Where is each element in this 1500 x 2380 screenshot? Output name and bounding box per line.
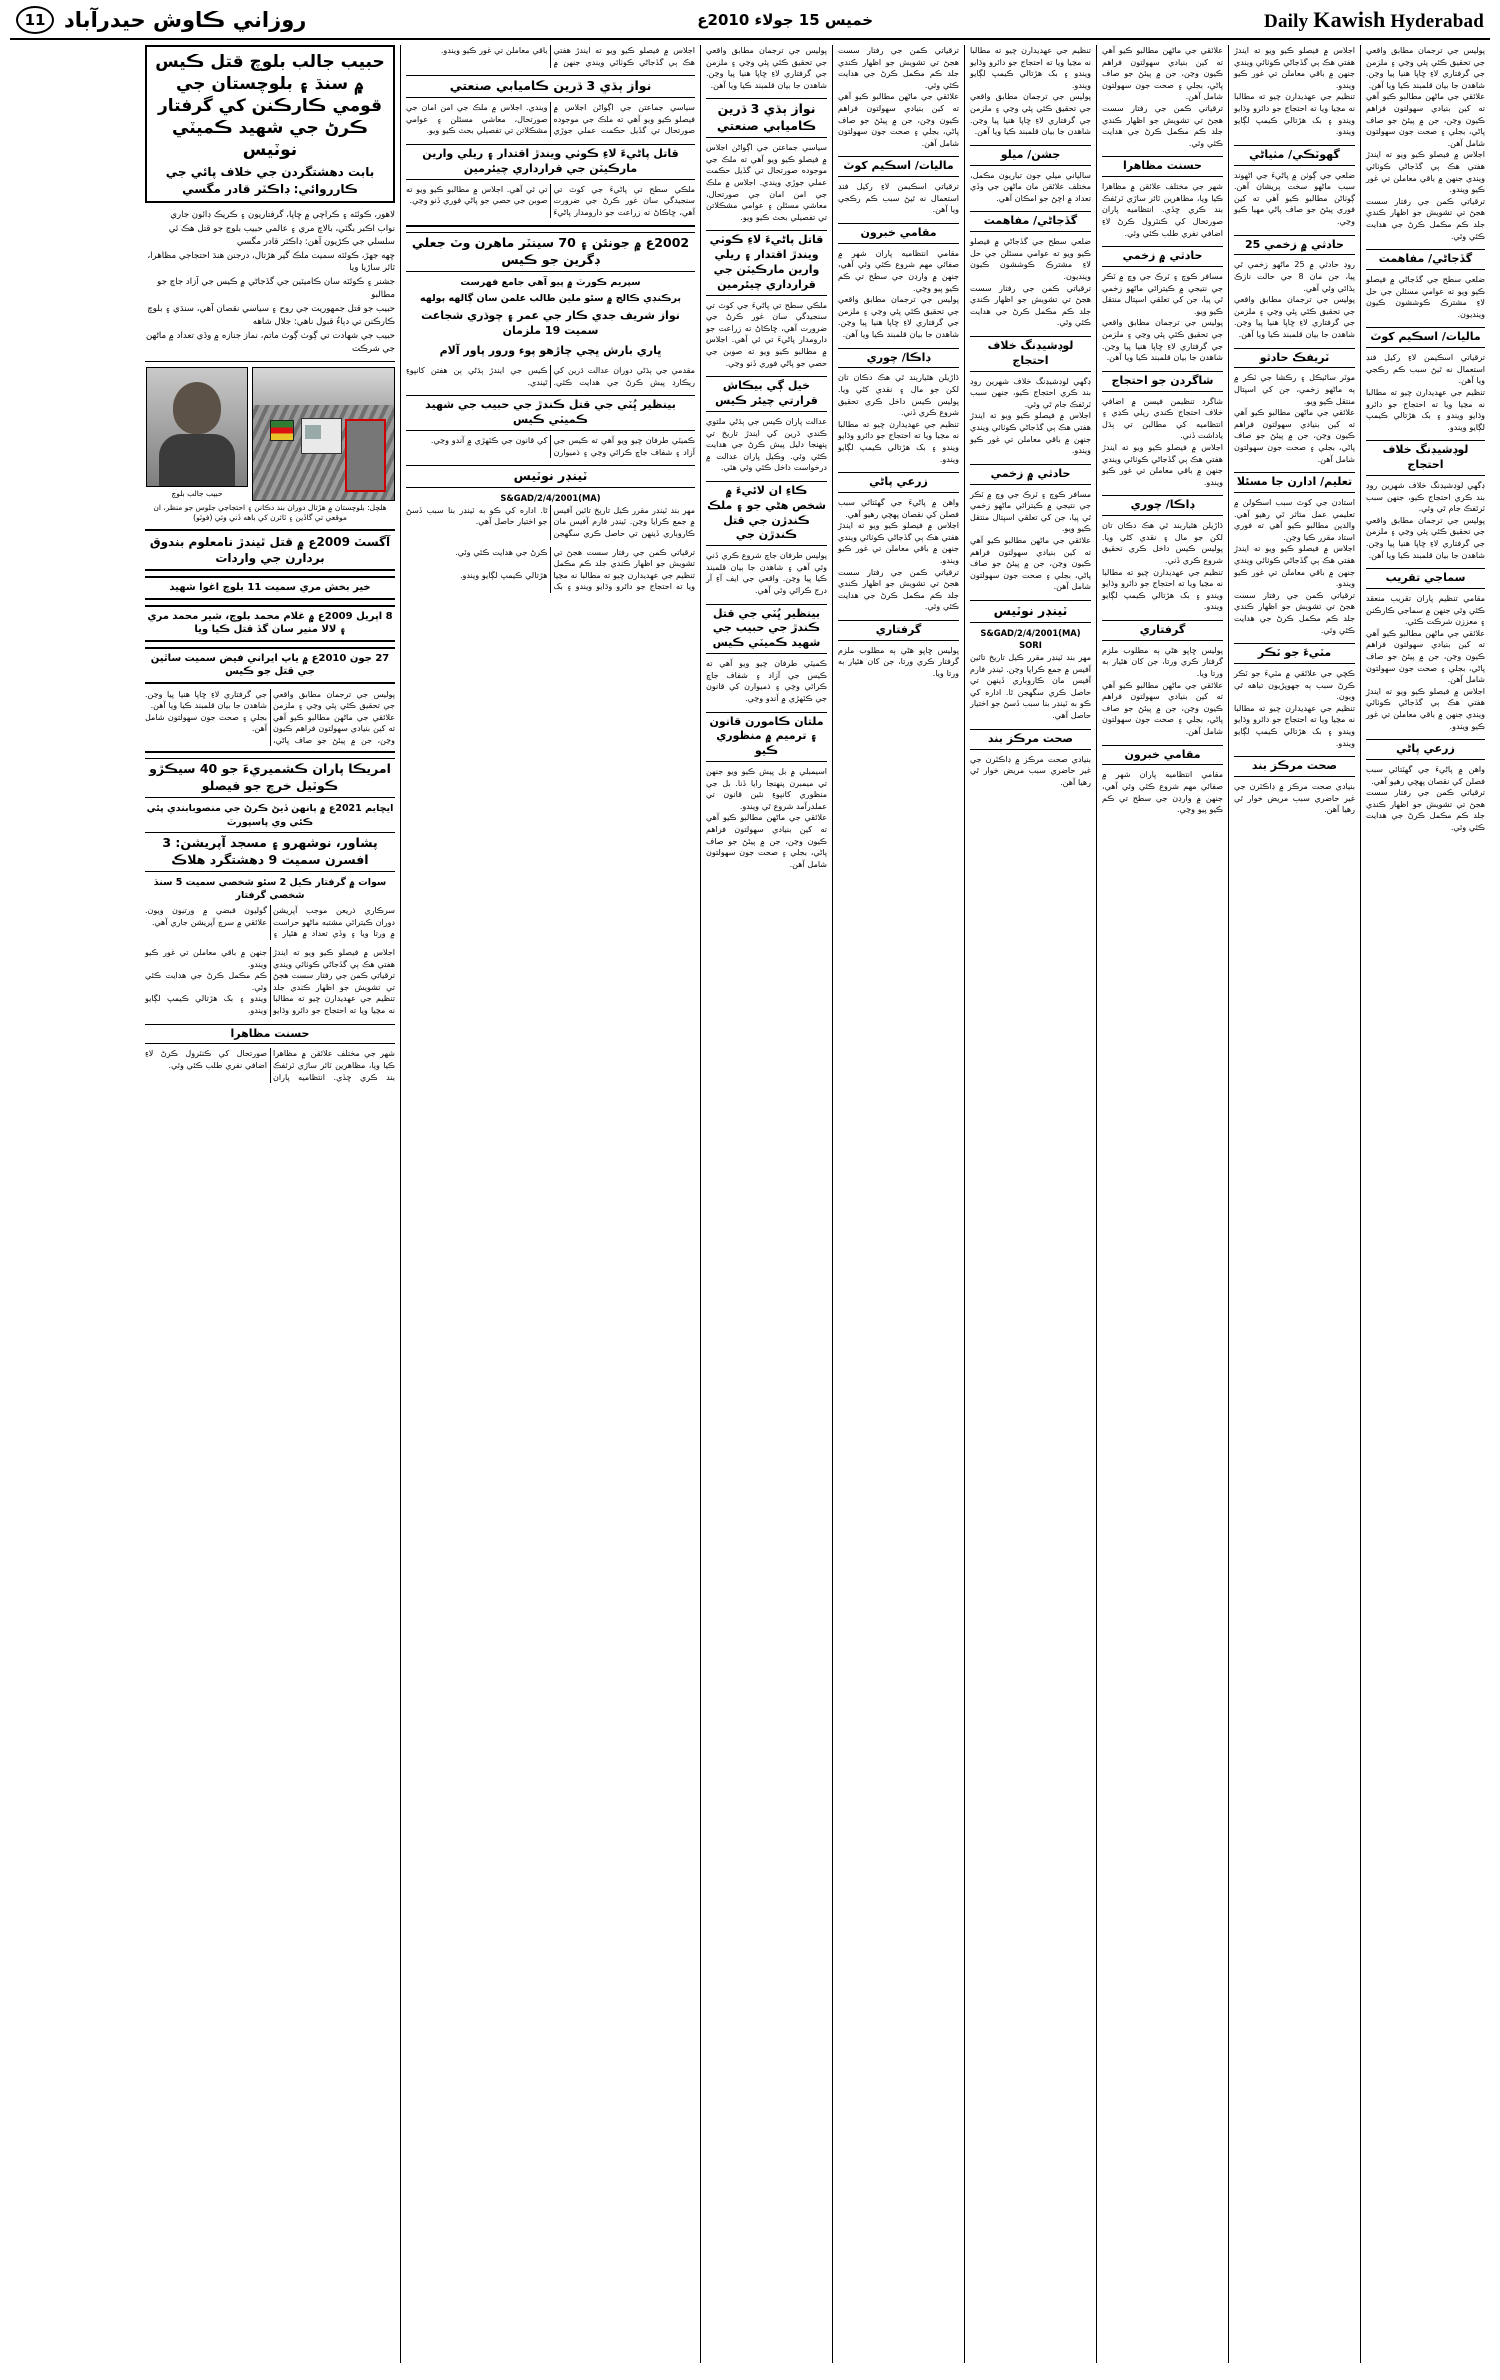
article-a1 [706,98,827,223]
article-boxed [1366,440,1485,561]
article-headline: ڊاڪا/ چوري [1102,495,1223,516]
article-body: ڪچي جي علائقي ۾ مٽيءَ جو ٽڪر ڪرڻ سبب ٻه جهوپڙيون تباهه ٿي ويون. [1234,668,1355,702]
article-body: اجلاس ۾ فيصلو ڪيو ويو ته ايندڙ هفتي هڪ ٻي گڏجاڻي ڪوٺائي ويندي جنهن ۾ باقي معاملن تي غور ڪيو ويندو. [970,411,1091,456]
portrait-photo [146,367,248,487]
article-headline: گرفتاري [838,620,959,641]
article-body: ترقياتي ڪمن جي رفتار سست هجڻ تي تشويش جو اظهار ڪندي جلد ڪم مڪمل ڪرڻ جي هدايت ڪئي وئي. [1366,788,1485,832]
lead-subhead: بابت دهشتگردن جي خلاف پائي جي ڪارروائي: ڊاڪٽر قادر مگسي [165,165,375,196]
article-body: روڊ حادثي ۾ 25 ماڻهو زخمي ٿي پيا، جن مان 8 جي حالت نازڪ ٻڌائي وئي آهي. [1234,260,1356,293]
lower-right-headline-2: ايڇايم 2021ع ۾ ٻانهن ڏيڻ ڪرڻ جي منصوبابندي پئي ڪئي وي پاسپورٽ [146,803,394,828]
article-body: پوليس جي ترجمان مطابق واقعي جي تحقيق ڪئي پئي وڃي ۽ ملزمن جي گرفتاري لاءِ ڇاپا هنيا پيا وڃن. شاهدن جا بيان قلمبند ڪيا ويا آهن. [1234,295,1355,339]
brand-daily: Daily [1264,11,1309,32]
article-a4 [706,481,827,597]
article-body: اجلاس ۾ فيصلو ڪيو ويو ته ايندڙ هفتي هڪ ٻي گڏجاڻي ڪوٺائي ويندي جنهن ۾ باقي معاملن تي غور ڪيو ويندو. [1234,544,1355,589]
portrait-torso [159,434,235,486]
lower-right-headline-1: امريڪا پاران ڪشميريءَ جو 40 سيڪڙو ڪوٽيل خرچ جو فيصلو [145,758,395,798]
article-body: علائقي جي ماڻهن مطالبو ڪيو آهي ته کين بنيادي سهولتون فراهم ڪيون وڃن، جن ۾ پيئڻ جو صاف پاڻي، بجلي ۽ صحت جون سهولتون شامل آهن. [706,813,827,869]
article-body: علائقي جي ماڻهن مطالبو ڪيو آهي ته کين بنيادي سهولتون فراهم ڪيون وڃن، جن ۾ پيئڻ جو صاف پاڻي، بجلي ۽ صحت جون سهولتون شامل آهن. [970,536,1091,592]
article-headline: ملتان ڪامورن قانون ۽ ترميم ۾ منظوري ڪيو [706,712,827,763]
article-boxed [1102,495,1223,613]
article-body: ترقياتي اسڪيمن لاءِ رکيل فنڊ استعمال نه ٿيڻ سبب ڪم رڪجي ويا آهن. [838,182,959,215]
article-filler [970,45,1091,138]
page-number: 11 [16,6,54,34]
article-body: ڊگهي لوڊشيڊنگ خلاف شهرين روڊ بند ڪري احتجاج ڪيو، جنهن سبب ٽرئفڪ جام ٿي وئي. [970,376,1091,409]
divider [406,225,695,227]
article-body: موٽر سائيڪل ۽ رڪشا جي ٽڪر ۾ ٻه ماڻهو زخمي، جن کي اسپتال منتقل ڪيو ويو. [1234,373,1355,406]
article-headline: جشن/ ميلو [970,145,1091,166]
article-body: پوليس ڇاپو هڻي ٻه مطلوب ملزم گرفتار ڪري ورتا، جن کان هٿيار به ورتا ويا. [838,645,959,678]
article-headline: قاتل پاڻيءَ لاءِ ڪوٺي ويندڙ اقتدار ۽ ريلي وارين مارڪيٽن جي قرارداري چيئرمين [406,144,695,180]
tender-reference: S&GAD/2/4/2001(MA) [980,627,1081,638]
article-body: تنظيم جي عهديدارن چيو ته مطالبا نه مڃيا ويا ته احتجاج جو دائرو وڌايو ويندو ۽ بک هڙتالي ڪيمپ لڳايو ويندو. [459,570,695,592]
article-headline: نواز ٻڌي 3 ڌرين ڪاميابي صنعتي [706,98,827,138]
article-body: تنظيم جي عهديدارن چيو ته مطالبا نه مڃيا ويا ته احتجاج جو دائرو وڌايو ويندو ۽ بک هڙتالي ڪيمپ لڳايو ويندو. [1366,387,1485,432]
article-body: تنظيم جي عهديدارن چيو ته مطالبا نه مڃيا ويا ته احتجاج جو دائرو وڌايو ويندو ۽ بک هڙتالي ڪيمپ لڳايو ويندو. [970,46,1091,90]
lower-mid-feature [406,232,695,388]
article-boxed [838,472,959,613]
column-1 [1360,45,1490,2363]
article-body: مقامي تنظيم پاران تقريب منعقد ڪئي وئي جنهن ۾ سماجي ڪارڪنن ۽ معززن شرڪت ڪئي. [1366,594,1485,627]
lead-bullet: جشنر ۽ ڪوئٽه سان ڪاميٽين جي گڏجاڻي ۾ ڪيس جي آزاد جاچ جو مطالبو [157,277,395,301]
brand-city: Hyderabad [1390,11,1484,32]
article-filler [1234,45,1355,138]
article-boxed [1366,739,1485,833]
article-headline: خيل ڳي بيڪاش قرارتي چيئر ڪيس [706,376,827,412]
page-grid [10,45,1490,2363]
column-feature [400,45,700,2363]
article-headline: نواز ٻڌي 3 ڌرين ڪاميابي صنعتي [406,75,695,98]
article-body: عدالت پاران ڪيس جي ٻڌڻي ملتوي ڪندي ڌرين کي ايندڙ تاريخ تي پنهنجا دليل پيش ڪرڻ جي هدايت ڪئي وئي. وڪيل پاران عدالت ۾ درخواست داخل ڪئي وئي هئي. [706,416,827,473]
column-2 [1228,45,1360,2363]
article-body: تنظيم جي عهديدارن چيو ته مطالبا نه مڃيا ويا ته احتجاج جو دائرو وڌايو ويندو ۽ بک هڙتالي ڪيمپ لڳايو ويندو. [1234,703,1355,748]
article-body: ترقياتي ڪمن جي رفتار سست هجڻ تي تشويش جو اظهار ڪندي جلد ڪم مڪمل ڪرڻ جي هدايت ڪئي وئي. [1234,590,1355,635]
article-headline: گڏجاڻي/ مفاهمت [970,211,1091,232]
article-body: ملڪي سطح تي پاڻيءَ جي کوٽ تي سنجيدگي سان غور ڪرڻ جي ضرورت آهي، ڇاڪاڻ ته زراعت جو دارومدار پاڻيءَ تي ئي آهي. اجلاس ۾ مطالبو ڪيو ويو ته صوبن جي حصي جو پاڻي فوري ڏنو وڃي. [706,300,827,368]
article-boxed [1234,348,1355,466]
article-body: پوليس جي ترجمان مطابق واقعي جي تحقيق ڪئي پئي وڃي ۽ ملزمن جي گرفتاري لاءِ ڇاپا هنيا پيا وڃن. شاهدن جا بيان قلمبند ڪيا ويا آهن. [838,295,959,339]
article-headline: حادثي ۾ زخمي 25 [1234,235,1355,256]
article-body: علائقي جي ماڻهن مطالبو ڪيو آهي ته کين بنيادي سهولتون فراهم ڪيون وڃن، جن ۾ پيئڻ جو صاف پاڻي، بجلي ۽ صحت جون سهولتون شامل آهن. [1366,92,1485,148]
article-body: شهر جي مختلف علائقن ۾ مظاهرا ڪيا ويا، مظاهرين ٽائر ساڙي ٽرئفڪ بند ڪري ڇڏي. انتظاميه پاران صورتحال کي ڪنٽرول ڪرڻ لاءِ اضافي نفري طلب ڪئي وئي. [145,1049,395,1082]
article-body: اسيمبلي ۾ بل پيش ڪيو ويو جنهن تي ميمبرن پنهنجا رايا ڏنا. بل جي منظوري کانپوءِ نئين قانون تي عملدرآمد شروع ٿي ويندو. [706,767,827,811]
article-body: علائقي جي ماڻهن مطالبو ڪيو آهي ته کين بنيادي سهولتون فراهم ڪيون وڃن، جن ۾ پيئڻ جو صاف پاڻي، بجلي ۽ صحت جون سهولتون شامل آهن. [1102,680,1223,736]
article-body: پوليس جي ترجمان مطابق واقعي جي تحقيق ڪئي پئي وڃي ۽ ملزمن جي گرفتاري لاءِ ڇاپا هنيا پيا وڃن. شاهدن جا بيان قلمبند ڪيا ويا آهن. [970,92,1091,137]
photo-inset [345,419,386,492]
article-headline: ماليات/ اسڪيم کوٽ [838,156,959,177]
article-body: پوليس جي ترجمان مطابق واقعي جي تحقيق ڪئي پئي وڃي ۽ ملزمن جي گرفتاري لاءِ ڇاپا هنيا پيا وڃن. شاهدن جا بيان قلمبند ڪيا ويا آهن. [706,46,827,90]
article-filler [1102,45,1223,149]
article-a5 [706,604,827,705]
article-boxed [838,620,959,680]
article-headline: مٽيءَ جو ٽڪر [1234,643,1355,664]
article-body: ترقياتي ڪمن جي رفتار سست هجڻ تي تشويش جو اظهار ڪندي جلد ڪم مڪمل ڪرڻ جي هدايت ڪئي وئي. [1102,103,1223,148]
lead-bullet: نواب اڪبر بگٽي، بالاچ مري ۽ عالمي حبيب بلوچ جو قتل هڪ ئي سلسلي جي ڪڙيون آهن: ڊاڪٽر قادر مگسي [168,223,395,247]
article-a6 [706,712,827,871]
article-headline: لوڊشيڊنگ خلاف احتجاج [1366,440,1485,476]
lead-bullet: حبيب جو قتل جمهوريت جي روح ۽ سياسي نقصان آهي، سنڌي ۽ بلوچ ڪارڪنن تي دٻاءُ قبول ناهي: جلال شاهه [147,304,395,327]
lower-right-headline-3: پشاور، نوشهرو ۽ مسجد آپريشن: 3 افسرن سميت 9 دهشتگرد هلاڪ [145,832,395,872]
portrait-caption: حبيب جالب بلوچ [171,488,223,498]
tender-tag: SORI [1019,640,1042,651]
lead-strip-4: 27 جون 2010ع ۾ ياپ ايراني فيض سميت ساٿين جي قتل جو ڪيس [145,647,395,684]
lead-strip-2: خير بخش مري سميت 11 بلوچ اغوا شهيد [145,576,395,600]
article-headline: گرفتاري [1102,620,1223,641]
article-boxed [970,145,1091,205]
article-headline: حادثي ۾ زخمي [970,464,1091,485]
article-body: اجلاس ۾ فيصلو ڪيو ويو ته ايندڙ هفتي هڪ ٻي گڏجاڻي ڪوٺائي ويندي جنهن ۾ باقي معاملن تي غور ڪيو ويندو. [1366,150,1485,195]
article-headline: مقامي خبرون [838,223,959,244]
article-body: پوليس جي ترجمان مطابق واقعي جي تحقيق ڪئي پئي وڃي ۽ ملزمن جي گرفتاري لاءِ ڇاپا هنيا پيا وڃن. شاهدن جا بيان قلمبند ڪيا ويا آهن. [1366,46,1485,90]
article-headline: صحت مرڪز بند [1234,756,1355,777]
flag-icon [270,420,295,440]
article-body: ضلعي سطح جي گڏجاڻي ۾ فيصلو ڪيو ويو ته عوامي مسئلن جي حل لاءِ مشترڪ ڪوششون ڪيون وينديون. [1366,274,1485,319]
article-boxed [1234,235,1355,341]
article-body: سياسي جماعتن جي اڳواڻن اجلاس ۾ فيصلو ڪيو ويو آهي ته ملڪ جي موجوده صورتحال تي گڏيل حڪمت عملي جوڙي ويندي. اجلاس ۾ ملڪ جي امن امان جي صورتحال، معاشي مسئلن ۽ عوامي مشڪلاتن تي تفصيلي بحث ڪيو ويو. [706,143,827,222]
lead-photo-wrap [254,367,395,501]
lower-mid-headline-5: ڀاري بارش ڀڃي چاڙهو پوء ورور پاور آلام [439,344,662,358]
article-body: ڪميٽي طرفان چيو ويو آهي ته ڪيس جي آزاد ۽ شفاف جاچ ڪرائي وڃي ۽ ذميوارن کي قانون جي ڪٽهڙي ۾ آندو وڃي. [706,659,827,703]
divider [145,361,395,362]
article-body: علائقي جي ماڻهن مطالبو ڪيو آهي ته کين بنيادي سهولتون فراهم ڪيون وڃن، جن ۾ پيئڻ جو صاف پاڻي، بجلي ۽ صحت جون سهولتون شامل آهن. [1234,408,1355,464]
article-headline: ماليات/ اسڪيم کوٽ [1366,327,1485,348]
article-body: شاگرد تنظيمن فيسن ۾ اضافي خلاف احتجاج ڪندي ريلي ڪڍي ۽ انتظاميه کي مطالبن تي ٻڌل ياداشت ڏني. [1102,396,1223,441]
article-a5-dup [406,395,695,458]
article-body: تنظيم جي عهديدارن چيو ته مطالبا نه مڃيا ويا ته احتجاج جو دائرو وڌايو ويندو ۽ بک هڙتالي ڪيمپ لڳايو ويندو. [1102,567,1223,612]
article-boxed [970,211,1091,329]
article-body: بنيادي صحت مرڪز ۾ ڊاڪٽرن جي غير حاضري سبب مريض خوار ٿي رهيا آهن. [970,754,1091,787]
lead-strip-3: 8 اپريل 2009ع ۾ غلام محمد بلوچ، شير محمد مري ۽ لالا منير سان گڏ قتل ڪيا ويا [145,605,395,642]
lead-portrait-wrap [145,367,249,500]
lead-headline: حبيب جالب بلوچ قتل ڪيس ۾ سنڌ ۽ بلوچستان جي قومي ڪارڪنن کي گرفتار ڪرڻ جي شهيد ڪميٽي نوٽيس [155,52,385,161]
article-headline: حادثي ۾ زخمي [1102,246,1223,267]
article-headline: لوڊشيڊنگ خلاف احتجاج [970,336,1091,372]
article-headline: قاتل پاڻيءَ لاءِ ڪوٺي ويندڙ اقتدار ۽ ريلي وارين مارڪيٽن جي قرارداري چيئرمين [706,230,827,295]
column-4 [964,45,1096,2363]
article-headline: گهوٽڪي/ مٺياڻي [1234,145,1355,166]
lower-right-body: سرڪاري ذريعن موجب آپريشن دوران ڪيترائي مشتبه ماڻهو حراست ۾ ورتا ويا ۽ وڏي تعداد ۾ هٿيار ۽ گوليون قبضي ۾ ورتيون ويون. علائقي ۾ سرچ آپريشن جاري آهي. [145,906,395,939]
article-body: مقامي انتظاميه پاران شهر ۾ صفائي مهم شروع ڪئي وئي آهي، جنهن ۾ وارڊن جي سطح تي ڪم ڪيو پيو وڃي. [1102,770,1223,815]
right-filler [145,947,395,1017]
lower-right-feature [145,758,395,939]
article-body: بنيادي صحت مرڪز ۾ ڊاڪٽرن جي غير حاضري سبب مريض خوار ٿي رهيا آهن. [1234,781,1355,815]
lead-bullet: حبيب جي شهادت تي ڳوٺ ڳوٺ ماتم، نماز جنازه ۾ وڏي تعداد ۾ ماڻهن جي شرڪت [146,330,395,354]
article-body: استادن جي کوٽ سبب اسڪولن ۾ تعليمي عمل متاثر ٿي رهيو آهي. والدين مطالبو ڪيو آهي ته فوري استاد مقرر ڪيا وڃن. [1234,498,1355,542]
article-headline: بينظير ڀُٽي جي قتل ڪندڙ جي حبيب جي شهيد ڪميٽي ڪيس [406,395,695,431]
article-body: سياسي جماعتن جي اڳواڻن اجلاس ۾ فيصلو ڪيو ويو آهي ته ملڪ جي موجوده صورتحال تي گڏيل حڪمت عملي جوڙي ويندي. اجلاس ۾ ملڪ جي امن امان جي صورتحال، معاشي مسئلن ۽ عوامي مشڪلاتن تي تفصيلي بحث ڪيو ويو. [406,103,695,136]
article-headline: زرعي پاڻي [838,472,959,493]
feature-top [406,45,695,68]
article-boxed [1102,156,1223,239]
article-boxed [1102,246,1223,364]
vehicle-shape [301,418,342,454]
article-body: ترقياتي ڪمن جي رفتار سست هجڻ تي تشويش جو اظهار ڪندي جلد ڪم مڪمل ڪرڻ جي هدايت ڪئي وئي. [145,971,395,992]
portrait-head [173,382,221,434]
tender-body: مهر بند ٽينڊر مقرر ڪيل تاريخ تائين آفيس ۾ جمع ڪرايا وڃن. ٽينڊر فارم آفيس مان ڪاروباري ڏينهن تي حاصل ڪري سگهجن ٿا. اداره کي ڪو به ٽينڊر بنا سبب ڏسڻ جو اختيار حاصل آهي. [406,505,695,538]
article-headline: گڏجاڻي/ مفاهمت [1366,249,1485,270]
article-headline: سماجي تقريب [1366,568,1485,589]
article-body: مسافر ڪوچ ۽ ٽرڪ جي وچ ۾ ٽڪر جي نتيجي ۾ ڪيترائي ماڻهو زخمي ٿي پيا، جن کي تعلقي اسپتال منتقل ڪيو ويو. [1102,272,1223,316]
article-headline: تعليم/ ادارن جا مسئلا [1234,472,1355,493]
lead-body: علائقي جي ماڻهن مطالبو ڪيو آهي ته کين بنيادي سهولتون فراهم ڪيون وڃن، جن ۾ پيئڻ جو صاف پاڻي، بجلي ۽ صحت جون سهولتون شامل آهن. [145,712,395,745]
masthead [10,6,1490,40]
article-body: علائقي جي ماڻهن مطالبو ڪيو آهي ته کين بنيادي سهولتون فراهم ڪيون وڃن، جن ۾ پيئڻ جو صاف پاڻي، بجلي ۽ صحت جون سهولتون شامل آهن. [1366,628,1485,685]
article-body: اجلاس ۾ فيصلو ڪيو ويو ته ايندڙ هفتي هڪ ٻي گڏجاڻي ڪوٺائي ويندي جنهن ۾ باقي معاملن تي غور ڪيو ويندو. [1234,46,1355,90]
article-boxed [970,729,1091,789]
article-headline: مقامي خبرون [1102,745,1223,766]
article-body: ترقياتي ڪمن جي رفتار سست هجڻ تي تشويش جو اظهار ڪندي جلد ڪم مڪمل ڪرڻ جي هدايت ڪئي وئي. [1366,196,1485,241]
tender-notice-wide [406,465,695,539]
lower-mid-body: مقدمي جي ٻڌڻي دوران عدالت ڌرين کي ريڪارڊ پيش ڪرڻ جي هدايت ڪئي. ڪيس جي ايندڙ ٻڌڻي ٻن هفتن کانپوءِ ٿيندي. [406,366,695,387]
article-body: پوليس جي ترجمان مطابق واقعي جي تحقيق ڪئي پئي وڃي ۽ ملزمن جي گرفتاري لاءِ ڇاپا هنيا پيا وڃن. شاهدن جا بيان قلمبند ڪيا ويا آهن. [1102,318,1223,363]
article-boxed [970,336,1091,457]
article-body: ترقياتي ڪمن جي رفتار سست هجڻ تي تشويش جو اظهار ڪندي جلد ڪم مڪمل ڪرڻ جي هدايت ڪئي وئي. [838,567,959,612]
tender-title: ٽينڊر نوٽيس [970,600,1091,623]
divider [145,751,395,753]
lead-photo [252,367,395,501]
article-boxed [970,464,1091,593]
tender-body: مهر بند ٽينڊر مقرر ڪيل تاريخ تائين آفيس ۾ جمع ڪرايا وڃن. ٽينڊر فارم آفيس مان ڪاروباري ڏينهن تي حاصل ڪري سگهجن ٿا. اداره کي ڪو به ٽينڊر بنا سبب ڏسڻ جو اختيار حاصل آهي. [970,653,1091,721]
article-body: اجلاس ۾ فيصلو ڪيو ويو ته ايندڙ هفتي هڪ ٻي گڏجاڻي ڪوٺائي ويندي جنهن ۾ باقي معاملن تي غور ڪيو ويندو. [1366,686,1485,731]
article-body: واهن ۾ پاڻيءَ جي گهٽتائي سبب فصلن کي نقصان پهچي رهيو آهي. [1366,764,1485,786]
article-headline: ٽريفڪ حادثو [1234,348,1355,369]
article-headline: حسنت مظاهرا [145,1024,395,1045]
article-headline: صحت مرڪز بند [970,729,1091,750]
lower-right-headline-4: سوات ۾ گرفتار ڪيل 2 سئو شخصي سميت 5 سنڌ شخصي گرفتار [153,876,387,901]
article-headline: شاگردن جو احتجاج [1102,371,1223,392]
article-boxed [1102,371,1223,489]
masthead-title-sindhi: روزاني ڪاوش حيدرآباد [64,8,307,32]
lower-mid-headline-1: 2002ع ۾ جونئن ۽ 70 سينٽر ماهرن وٽ جعلي ڊگرين جو ڪيس [406,232,695,272]
article-boxed [1234,756,1355,816]
lower-mid-headline-2: سپريم ڪورٽ ۾ پيو آهي جامع فهرست [460,277,641,289]
article-body: سالياني ميلي جون تياريون مڪمل، مختلف علائقن مان ماڻهن جي وڏي تعداد ۾ اچڻ جو امڪان آهي. [970,170,1091,203]
lead-bullets [145,209,395,356]
lead-bullet: ڇهه جهڙ، ڪوئٽه سميت ملڪ گير هڙتال، درجنن هنڌ احتجاجي مظاهرا، ٽائر ساڙيا ويا [147,250,395,274]
article-headline: زرعي پاڻي [1366,739,1485,760]
article-body: ترقياتي ڪمن جي رفتار سست هجڻ تي تشويش جو اظهار ڪندي جلد ڪم مڪمل ڪرڻ جي هدايت ڪئي وئي. [970,283,1091,328]
article-boxed [1234,472,1355,636]
tender-reference: S&GAD/2/4/2001(MA) [500,493,601,504]
article-body: ترقياتي ڪمن جي رفتار سست هجڻ تي تشويش جو اظهار ڪندي جلد ڪم مڪمل ڪرڻ جي هدايت ڪئي وئي. [838,46,959,90]
article-body: ڌاڙيلن هٿياربند ٿي هڪ دڪان تان لکن جو مال ۽ نقدي کڻي ويا. پوليس ڪيس داخل ڪري تحقيق شروع ڪري ڏني. [838,373,959,418]
lead-strip-1: آگسٽ 2009ع ۾ قتل ٿيندڙ نامعلوم بندوق بردارن جي واردات [145,529,395,571]
article-body: اجلاس ۾ فيصلو ڪيو ويو ته ايندڙ هفتي هڪ ٻي گڏجاڻي ڪوٺائي ويندي جنهن ۾ باقي معاملن تي غور ڪيو ويندو. [145,947,395,969]
article-headline: ڪاءِ ان لائيءَ ۾ شخص هڻي جو ۽ ملڪ ڪندڙن جي قتل ڪندڙن جي [706,481,827,546]
article-body: واهن ۾ پاڻيءَ جي گهٽتائي سبب فصلن کي نقصان پهچي رهيو آهي. [838,498,959,519]
article-filler [706,45,827,91]
lower-mid-headline-3: ٻرڪنڊي ڪالج ۾ سئو ملين طالب علمن سان ڳالهه ٻولهه [420,293,681,305]
article-boxed [838,223,959,341]
column-lead [140,45,400,2363]
article-body: علائقي جي ماڻهن مطالبو ڪيو آهي ته کين بنيادي سهولتون فراهم ڪيون وڃن، جن ۾ پيئڻ جو صاف پاڻي، بجلي ۽ صحت جون سهولتون شامل آهن. [1102,46,1223,102]
article-body: شهر جي مختلف علائقن ۾ مظاهرا ڪيا ويا، مظاهرين ٽائر ساڙي ٽرئفڪ بند ڪري ڇڏي. انتظاميه پاران صورتحال کي ڪنٽرول ڪرڻ لاءِ اضافي نفري طلب ڪئي وئي. [1102,182,1223,238]
article-boxed [1234,643,1355,749]
article-a2 [706,230,827,369]
article-body: تنظيم جي عهديدارن چيو ته مطالبا نه مڃيا ويا ته احتجاج جو دائرو وڌايو ويندو ۽ بک هڙتالي ڪيمپ لڳايو ويندو. [145,994,395,1015]
article-body: ڌاڙيلن هٿياربند ٿي هڪ دڪان تان لکن جو مال ۽ نقدي کڻي ويا. پوليس ڪيس داخل ڪري تحقيق شروع ڪري ڏني. [1102,521,1223,565]
article-body: پوليس جي ترجمان مطابق واقعي جي تحقيق ڪئي پئي وڃي ۽ ملزمن جي گرفتاري لاءِ ڇاپا هنيا پيا وڃن. شاهدن جا بيان قلمبند ڪيا ويا آهن. [1366,515,1485,560]
column-6 [700,45,832,2363]
article-boxed [145,1024,395,1084]
article-body: ترقياتي ڪمن جي رفتار سست هجڻ تي تشويش جو اظهار ڪندي جلد ڪم مڪمل ڪرڻ جي هدايت ڪئي وئي. [455,547,695,569]
article-boxed [838,348,959,466]
lead-photo-caption: هلچل: بلوچستان ۾ هڙتال دوران بند دڪانن ۽ احتجاجي جلوس جو منظر، ان موقعي تي گاڏين ۽ ٽائرن کي باهه ڏني وئي (فوٽو) [153,502,387,523]
article-boxed [1366,568,1485,732]
article-body: ڊگهي لوڊشيڊنگ خلاف شهرين روڊ بند ڪري احتجاج ڪيو، جنهن سبب ٽرئفڪ جام ٿي وئي. [1366,481,1485,514]
column-3 [1096,45,1228,2363]
article-boxed [1102,745,1223,816]
feature-filler [406,547,695,593]
lead-body: پوليس جي ترجمان مطابق واقعي جي تحقيق ڪئي پئي وڃي ۽ ملزمن جي گرفتاري لاءِ ڇاپا هنيا پيا وڃن. شاهدن جا بيان قلمبند ڪيا ويا آهن. [145,689,395,711]
article-boxed [838,156,959,216]
article-body: تنظيم جي عهديدارن چيو ته مطالبا نه مڃيا ويا ته احتجاج جو دائرو وڌايو ويندو ۽ بک هڙتالي ڪيمپ لڳايو ويندو. [1234,92,1355,137]
lead-banner [145,45,395,203]
article-body: علائقي جي ماڻهن مطالبو ڪيو آهي ته کين بنيادي سهولتون فراهم ڪيون وڃن، جن ۾ پيئڻ جو صاف پاڻي، بجلي ۽ صحت جون سهولتون شامل آهن. [838,92,959,148]
article-body: اجلاس ۾ فيصلو ڪيو ويو ته ايندڙ هفتي هڪ ٻي گڏجاڻي ڪوٺائي ويندي جنهن ۾ باقي معاملن تي غور ڪيو ويندو. [1102,442,1223,487]
photo-sky [253,368,394,405]
article-boxed [1102,620,1223,738]
article-boxed [1366,249,1485,320]
article-filler [838,45,959,149]
article-body: اجلاس ۾ فيصلو ڪيو ويو ته ايندڙ هفتي هڪ ٻي گڏجاڻي ڪوٺائي ويندي جنهن ۾ باقي معاملن تي غور ڪيو ويندو. [440,46,695,67]
article-boxed [1234,145,1355,228]
article-body: تنظيم جي عهديدارن چيو ته مطالبا نه مڃيا ويا ته احتجاج جو دائرو وڌايو ويندو ۽ بک هڙتالي ڪيمپ لڳايو ويندو. [838,419,959,464]
masthead-right [16,6,306,34]
article-filler [1366,45,1485,242]
column-5 [832,45,964,2363]
article-a1-dup [406,75,695,137]
article-headline: ڊاڪا/ چوري [838,348,959,369]
article-body: اجلاس ۾ فيصلو ڪيو ويو ته ايندڙ هفتي هڪ ٻي گڏجاڻي ڪوٺائي ويندي جنهن ۾ باقي معاملن تي غور ڪيو ويندو. [838,521,959,565]
article-boxed [1366,327,1485,433]
article-headline: بينظير ڀُٽي جي قتل ڪندڙ جي حبيب جي شهيد ڪميٽي ڪيس [706,604,827,655]
article-body: مقامي انتظاميه پاران شهر ۾ صفائي مهم شروع ڪئي وئي آهي، جنهن ۾ وارڊن جي سطح تي ڪم ڪيو پيو وڃي. [838,248,959,293]
article-body: پوليس طرفان جاچ شروع ڪري ڏني وئي آهي ۽ شاهدن جا بيان قلمبند ڪيا پيا وڃن. واقعي جي ايف آءِ آر درج ڪرائي وئي آهي. [706,551,827,596]
lower-mid-headline-4: نواز شريف جدي ڪار جي عمر ۽ چوڌري شجاعت سميت 19 ملزمان [421,308,680,337]
tender-title: ٽينڊر نوٽيس [406,465,695,488]
lead-media [145,367,395,501]
article-a3 [706,376,827,474]
article-headline: حسنت مظاهرا [1102,156,1223,177]
lead-bullet: لاهور، ڪوئٽه ۽ ڪراچي ۾ ڇاپا، گرفتاريون ۽ ڪريڪ ڊائون جاري [170,209,395,220]
article-body: ضلعي سطح جي گڏجاڻي ۾ فيصلو ڪيو ويو ته عوامي مسئلن جي حل لاءِ مشترڪ ڪوششون ڪيون وينديون. [970,237,1091,281]
article-body: ترقياتي اسڪيمن لاءِ رکيل فنڊ استعمال نه ٿيڻ سبب ڪم رڪجي ويا آهن. [1366,353,1485,386]
article-a2-dup [406,144,695,218]
article-body: مسافر ڪوچ ۽ ٽرڪ جي وچ ۾ ٽڪر جي نتيجي ۾ ڪيترائي ماڻهو زخمي ٿي پيا، جن کي تعلقي اسپتال منتقل ڪيو ويو. [970,489,1091,534]
article-body: پوليس ڇاپو هڻي ٻه مطلوب ملزم گرفتار ڪري ورتا، جن کان هٿيار به ورتا ويا. [1102,645,1223,678]
article-body: ضلعي جي ڳوٺن ۾ پاڻيءَ جي اڻهوند سبب ماڻهو سخت پريشان آهن. ڳوٺاڻن مطالبو ڪيو آهي ته کين فوري پيئڻ جو صاف پاڻي مهيا ڪيو وڃي. [1234,170,1355,226]
article-body: ڪميٽي طرفان چيو ويو آهي ته ڪيس جي آزاد ۽ شفاف جاچ ڪرائي وڃي ۽ ذميوارن کي قانون جي ڪٽهڙي ۾ آندو وڃي. [430,436,695,457]
brand-kawish: Kawish [1313,7,1386,32]
article-body: ملڪي سطح تي پاڻيءَ جي کوٽ تي سنجيدگي سان غور ڪرڻ جي ضرورت آهي، ڇاڪاڻ ته زراعت جو دارومدار پاڻيءَ تي ئي آهي. اجلاس ۾ مطالبو ڪيو ويو ته صوبن جي حصي جو پاڻي فوري ڏنو وڃي. [406,184,695,217]
masthead-date: خميس 15 جولاء 2010ع [697,11,874,29]
tender-notice [970,600,1091,722]
masthead-brand-latin [1264,7,1484,33]
